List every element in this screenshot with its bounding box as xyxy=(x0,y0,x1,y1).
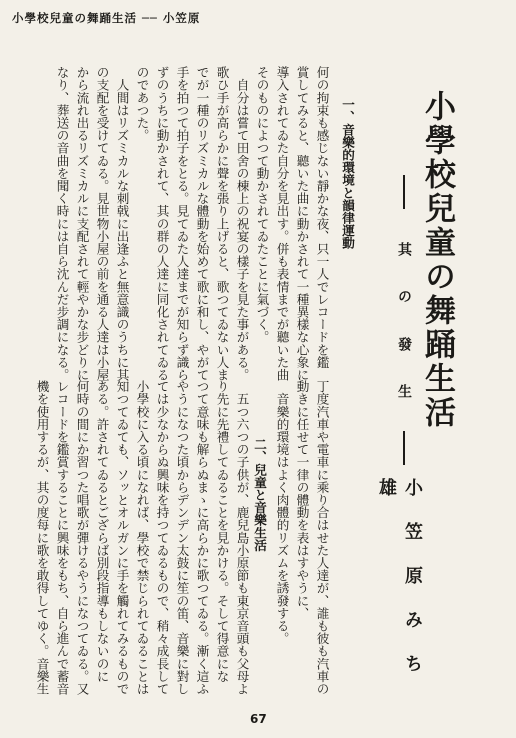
text-line: り先に先禮してゐることを見かける。そして得意にな xyxy=(214,380,230,683)
text-line: 人間はリズミカルな刺戟に出逢ふと無意識のうちに其 xyxy=(114,66,130,381)
text-line: 歌ひ手が高らかに聲を張り上げると、歌つてゐない人ま xyxy=(214,66,230,381)
text-line: 音樂的環境はよく肉體的リズムを誘發する。 xyxy=(274,380,290,645)
text-line: ずのうちに動かされて、其の群の人達に同化されてゐる xyxy=(154,66,170,381)
text-line: ある。許されてゐるとござらば別段指導もしないのに xyxy=(94,380,110,683)
subtitle-dash-top xyxy=(403,175,405,209)
text-line: 賞してみると、聽いた曲に動かされて一種異樣な心象に xyxy=(294,66,310,381)
text-line: のであつた。 xyxy=(134,66,150,142)
text-line: 五つ六つの子供が、鹿兒島小原節も東京音頭も父母よ xyxy=(234,380,250,695)
author-name: 小笠原みち雄 xyxy=(376,478,423,698)
text-line: の支配を受けてゐる。見世物小屋の前を通る人達は小屋 xyxy=(94,66,110,381)
section-heading-2: 二、兒童と音樂生活 xyxy=(252,438,267,552)
article-subtitle xyxy=(394,175,414,465)
text-line: つて意味も解らぬまゝに高らかに歌つてゐる。漸く這ふ xyxy=(194,380,210,695)
page-number: 67 xyxy=(250,712,267,726)
text-line: 知つてゐても、ソッとオルガンに手を觸れてみるもので xyxy=(114,380,130,695)
text-line: 導入されてゐた自分を見出す。併も表情までが聽いた曲 xyxy=(274,66,290,381)
subtitle-char: 其 xyxy=(396,242,412,257)
subtitle-char: 發 xyxy=(396,336,412,351)
text-line: でが一種のリズミカルな體動を始めて歌に和し、やがて xyxy=(194,66,210,381)
text-line: 何時の間にか習つた唱歌が彈けるやうになつてゐる。又 xyxy=(74,380,90,695)
text-line: レコードを鑑賞することに興味をもち、自ら進んで蓄音 xyxy=(54,380,70,695)
text-line: 手を拍つて拍子をとる。見てゐた人達までが知らず識ら xyxy=(174,66,190,381)
text-line: 丁度汽車や電車に乘り合はせた人達が、誰も彼も汽車の xyxy=(314,380,330,695)
text-line: なり、葬送の音曲を聞く時には自ら沈んだ步調になる。 xyxy=(54,66,70,381)
text-line: 小學校に入る頃になれば、學校で禁じられてゐることは xyxy=(134,380,150,695)
text-line: 機を使用するが、其の度每に歌を敢得してゆく。音樂生 xyxy=(34,380,50,695)
section-heading-1: 一、音樂的環境と韻律運動 xyxy=(340,98,355,250)
subtitle-dash-bottom xyxy=(403,431,405,465)
subtitle-char: 生 xyxy=(396,383,412,398)
text-line: そのものによつて動かされてゐたことに氣づく。 xyxy=(254,66,270,344)
text-line: 自分は嘗て田舍の棟上の祝宴の樣子を見た事がある。 xyxy=(234,66,250,381)
text-line: 動きに任せて一律の體動を表はすやうに、 xyxy=(294,380,310,620)
subtitle-char: の xyxy=(396,289,412,304)
article-title: 小學校兒童の舞踊生活 xyxy=(419,90,455,430)
section-1-body xyxy=(0,0,330,381)
text-line: から流れ出るリズミカルに支配されて輕やかな步どりに xyxy=(74,66,90,381)
text-line: やうになつた頃からデンデン太鼓に笙の笛、音樂に對し xyxy=(174,380,190,695)
text-line: ては少なからぬ興味を持つてゐるもので、稍々成長して xyxy=(154,380,170,695)
running-head: 小學校兒童の舞踊生活 ── 小笠原 xyxy=(12,11,201,25)
text-line: 何の拘束も感じない靜かな夜、只一人でレコードを鑑 xyxy=(314,66,330,369)
